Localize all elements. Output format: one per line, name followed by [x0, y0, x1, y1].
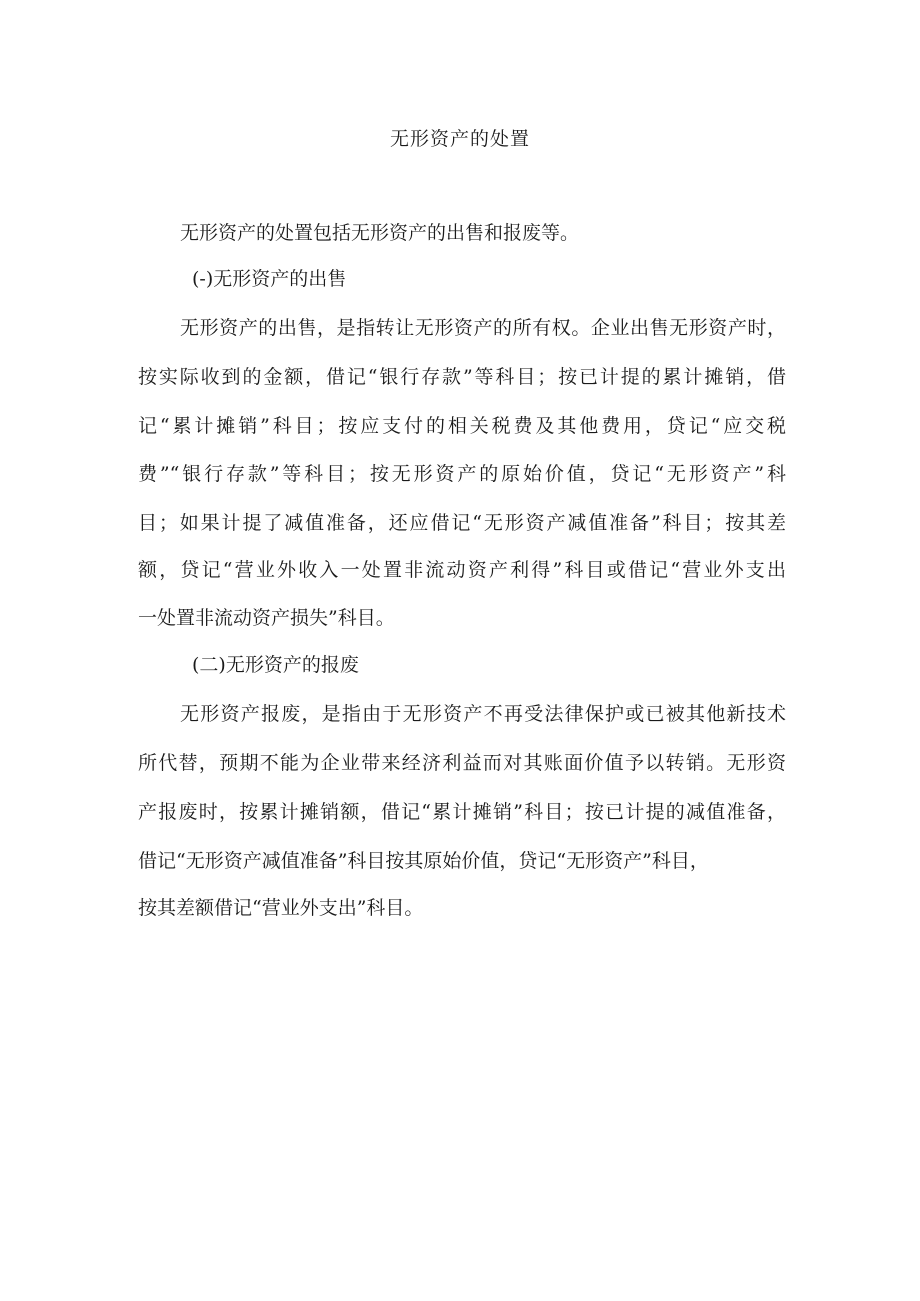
section2-line: 按其差额借记“营业外支出”科目。 [138, 897, 424, 919]
section1-line: 记“累计摊销”科目；按应支付的相关税费及其他费用，贷记“应交税 [138, 415, 786, 437]
section1-line: 无形资产的出售，是指转让无形资产的所有权。企业出售无形资产时， [180, 317, 786, 339]
section1-line: 按实际收到的金额，借记“银行存款”等科目；按已计提的累计摊销，借 [138, 366, 786, 388]
section2-heading: (二)无形资产的报废 [192, 654, 359, 676]
document-title: 无形资产的处置 [389, 128, 530, 150]
section1-line: 一处置非流动资产损失”科目。 [138, 607, 395, 629]
section1-heading: (-)无形资产的出售 [192, 268, 347, 290]
section2-line: 无形资产报废，是指由于无形资产不再受法律保护或已被其他新技术 [180, 703, 786, 725]
section1-line: 费”“银行存款”等科目；按无形资产的原始价值，贷记“无形资产”科 [138, 463, 786, 485]
section1-line: 额，贷记“营业外收入一处置非流动资产利得”科目或借记“营业外支出 [138, 559, 786, 581]
section1-line: 目；如果计提了减值准备，还应借记“无形资产减值准备”科目；按其差 [138, 512, 786, 534]
section2-line: 产报废时，按累计摊销额，借记“累计摊销”科目；按已计提的减值准备， [138, 801, 786, 823]
intro-paragraph: 无形资产的处置包括无形资产的出售和报废等。 [180, 222, 580, 244]
section2-line: 借记“无形资产减值准备”科目按其原始价值，贷记“无形资产”科目， [138, 850, 709, 872]
section2-line: 所代替，预期不能为企业带来经济利益而对其账面价值予以转销。无形资 [138, 752, 786, 774]
